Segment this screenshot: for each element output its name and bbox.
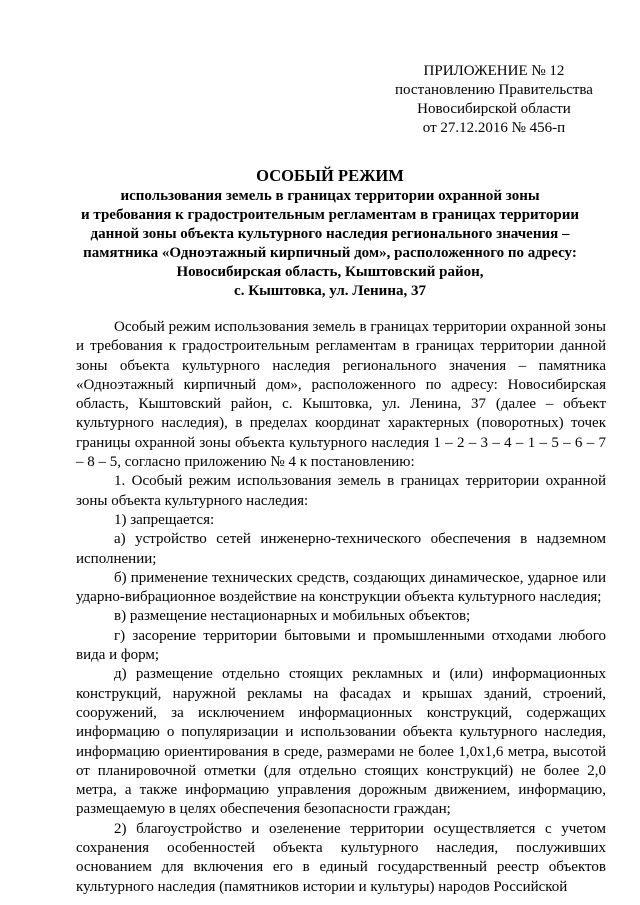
title-line: памятника «Одноэтажный кирпичный дом», расположенного по адресу:: [83, 245, 577, 261]
item-v: в) размещение нестационарных и мобильных объектов;: [114, 608, 471, 625]
document-body: [76, 318, 606, 897]
item-a: а) устройство сетей инженерно-технического обеспечения в надземном исполнении;: [76, 531, 606, 567]
appendix-region: Новосибирской области: [417, 101, 571, 117]
appendix-number: ПРИЛОЖЕНИЕ № 12: [423, 63, 565, 79]
item-d: д) размещение отдельно стоящих рекламных и (или) информационных конструкций, наружной рекламы на фасадах и крышах зданий, строений, сооружений, за исключением информационных конструкций, содержащих информацию о популяризации и использовании объекта культурного наследия, информацию ориентирования в среде, размерами не более 1,0х1,6 метра, высотой от планировочной отметки (для отдельно стоящих конструкций) не более 2,0 метра, а также информацию управления дорожным движением, информацию, размещаемую в целях обеспечения безопасности граждан;: [76, 666, 606, 818]
title-main: ОСОБЫЙ РЕЖИМ: [256, 166, 404, 185]
appendix-date: от 27.12.2016 № 456-п: [422, 120, 566, 136]
subclause-1-prohibited: 1) запрещается:: [114, 511, 215, 528]
subclause-2-landscaping: 2) благоустройство и озеленение территории осуществляется с учетом сохранения особенностей объекта культурного наследия, послуживших основанием для включения его в единый государственный реестр объектов культурного наследия (памятников истории и культуры) народов Российской: [76, 820, 606, 895]
title-line: Новосибирская область, Кыштовский район,: [176, 264, 484, 280]
title-line: использования земель в границах территории охранной зоны: [120, 188, 540, 204]
appendix-resolution: постановлению Правительства: [395, 82, 593, 98]
intro-paragraph: Особый режим использования земель в границах территории охранной зоны и требования к градостроительным регламентам в границах территории данной зоны объекта культурного наследия регионального значения – памятника «Одноэтажный кирпичный дом», расположенного по адресу: Новосибирская область, Кыштовский район, с. Кыштовка, ул. Ленина, 37 (далее – объект культурного наследия), в пределах координат характерных (поворотных) точек границы охранной зоны объекта культурного наследия 1 – 2 – 3 – 4 – 1 – 5 – 6 – 7 – 8 – 5, согласно приложению № 4 к постановлению:: [76, 319, 606, 471]
item-g: г) засорение территории бытовыми и промышленными отходами любого вида и форм;: [76, 627, 606, 664]
appendix-header: [380, 62, 608, 138]
document-title: [60, 166, 600, 301]
title-line: данной зоны объекта культурного наследия регионального значения –: [90, 226, 570, 242]
clause-1: 1. Особый режим использования земель в границах территории охранной зоны объекта культурного наследия:: [76, 473, 606, 509]
title-line: с. Кыштовка, ул. Ленина, 37: [234, 283, 426, 299]
item-b: б) применение технических средств, создающих динамическое, ударное или ударно-вибрационное воздействие на конструкции объекта культурного наследия;: [76, 569, 606, 606]
title-line: и требования к градостроительным регламентам в границах территории: [81, 207, 579, 223]
